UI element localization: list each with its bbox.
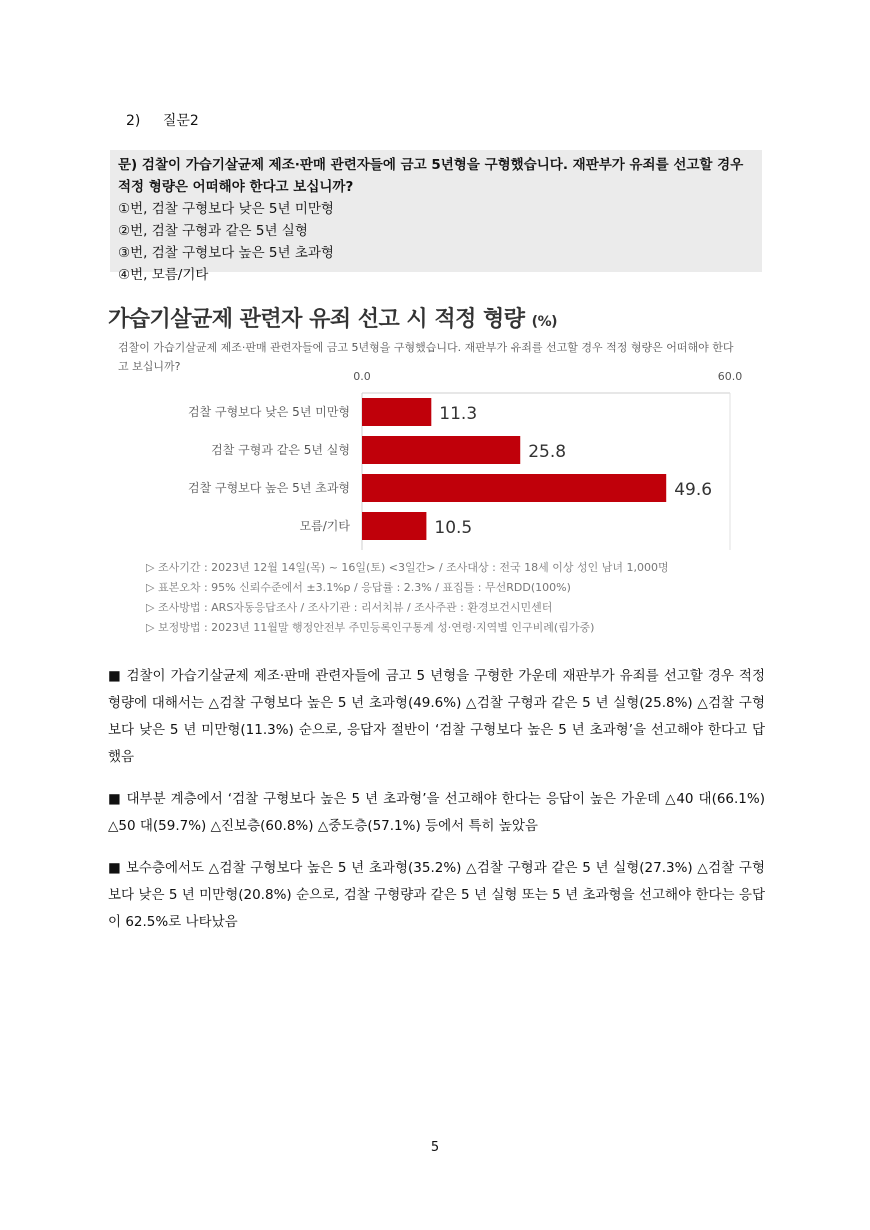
bar-chart	[0, 360, 870, 550]
paragraph-conservatives: ■ 보수층에서도 △검찰 구형보다 높은 5 년 초과형(35.2%) △검찰 구형과 같은 5 년 실형(27.3%) △검찰 구형보다 낮은 5 년 미만형(20.8%) 순으로, 검찰 구형량과 같은 5 년 실형 또는 5 년 초과형을 선고해야 한다는 응답이 62.5%로 나타났음	[108, 860, 765, 930]
option-3: ③번, 검찰 구형보다 높은 5년 초과형	[118, 245, 334, 261]
chart-subtitle: 검찰이 가습기살균제 제조·판매 관련자들에 금고 5년형을 구형했습니다. 재판부가 유죄를 선고할 경우 적정 형량은 어떠해야 한다고 보십니까?	[118, 341, 734, 373]
category-label: 검찰 구형과 같은 5년 실형	[211, 443, 350, 457]
chart-title-unit: (%)	[531, 314, 557, 330]
data-label: 11.3	[439, 404, 478, 424]
data-label: 49.6	[674, 480, 713, 500]
x-tick-label: 0.0	[353, 370, 371, 383]
option-1: ①번, 검찰 구형보다 낮은 5년 미만형	[118, 201, 334, 217]
data-label: 25.8	[528, 442, 567, 462]
question-box	[110, 150, 762, 283]
bar	[362, 474, 666, 502]
note-method: ▷ 조사방법 : ARS자동응답조사 / 조사기관 : 리서치뷰 / 조사주관 : 환경보건시민센터	[146, 601, 553, 614]
option-4: ④번, 모름/기타	[118, 267, 209, 283]
category-label: 검찰 구형보다 낮은 5년 미만형	[188, 405, 350, 419]
paragraph-demographics: ■ 대부분 계층에서 ‘검찰 구형보다 높은 5 년 초과형’을 선고해야 한다는 응답이 높은 가운데 △40 대(66.1%) △50 대(59.7%) △진보층(60.8%) △중도층(57.1%) 등에서 특히 높았음	[108, 791, 765, 834]
bar	[362, 398, 431, 426]
note-weighting: ▷ 보정방법 : 2023년 11월말 행정안전부 주민등록인구통계 성·연령·지역별 인구비례(림가중)	[146, 621, 595, 634]
chart-title	[108, 302, 557, 333]
x-tick-label: 60.0	[717, 370, 743, 383]
question-text: 문) 검찰이 가습기살균제 제조·판매 관련자들에 금고 5년형을 구형했습니다. 재판부가 유죄를 선고할 경우 적정 형량은 어떠해야 한다고 보십니까?	[118, 157, 744, 195]
option-2: ②번, 검찰 구형과 같은 5년 실형	[118, 223, 308, 239]
category-label: 검찰 구형보다 높은 5년 초과형	[188, 481, 350, 495]
section-number: 2)	[126, 113, 141, 129]
page-number: 5	[430, 1140, 440, 1155]
bar	[362, 436, 520, 464]
note-period: ▷ 조사기간 : 2023년 12월 14일(목) ~ 16일(토) <3일간> / 조사대상 : 전국 18세 이상 성인 남녀 1,000명	[146, 561, 669, 574]
note-sampling-error: ▷ 표본오차 : 95% 신뢰수준에서 ±3.1%p / 응답률 : 2.3% / 표집틀 : 무선RDD(100%)	[146, 581, 571, 594]
section-title: 질문2	[162, 113, 199, 129]
category-label: 모름/기타	[299, 519, 350, 533]
paragraph-summary: ■ 검찰이 가습기살균제 제조·판매 관련자들에 금고 5 년형을 구형한 가운데 재판부가 유죄를 선고할 경우 적정 형량에 대해서는 △검찰 구형보다 높은 5 년 초과형(49.6%) △검찰 구형과 같은 5 년 실형(25.8%) △검찰 구형보다 낮은 5 년 미만형(11.3%) 순으로, 응답자 절반이 ‘검찰 구형보다 높은 5 년 초과형’을 선고해야 한다고 답했음	[108, 668, 765, 765]
chart-title-text: 가습기살균제 관련자 유죄 선고 시 적정 형량	[108, 307, 525, 332]
survey-notes	[146, 558, 669, 638]
section-heading	[126, 110, 199, 130]
data-label: 10.5	[434, 518, 473, 538]
bar	[362, 512, 426, 540]
